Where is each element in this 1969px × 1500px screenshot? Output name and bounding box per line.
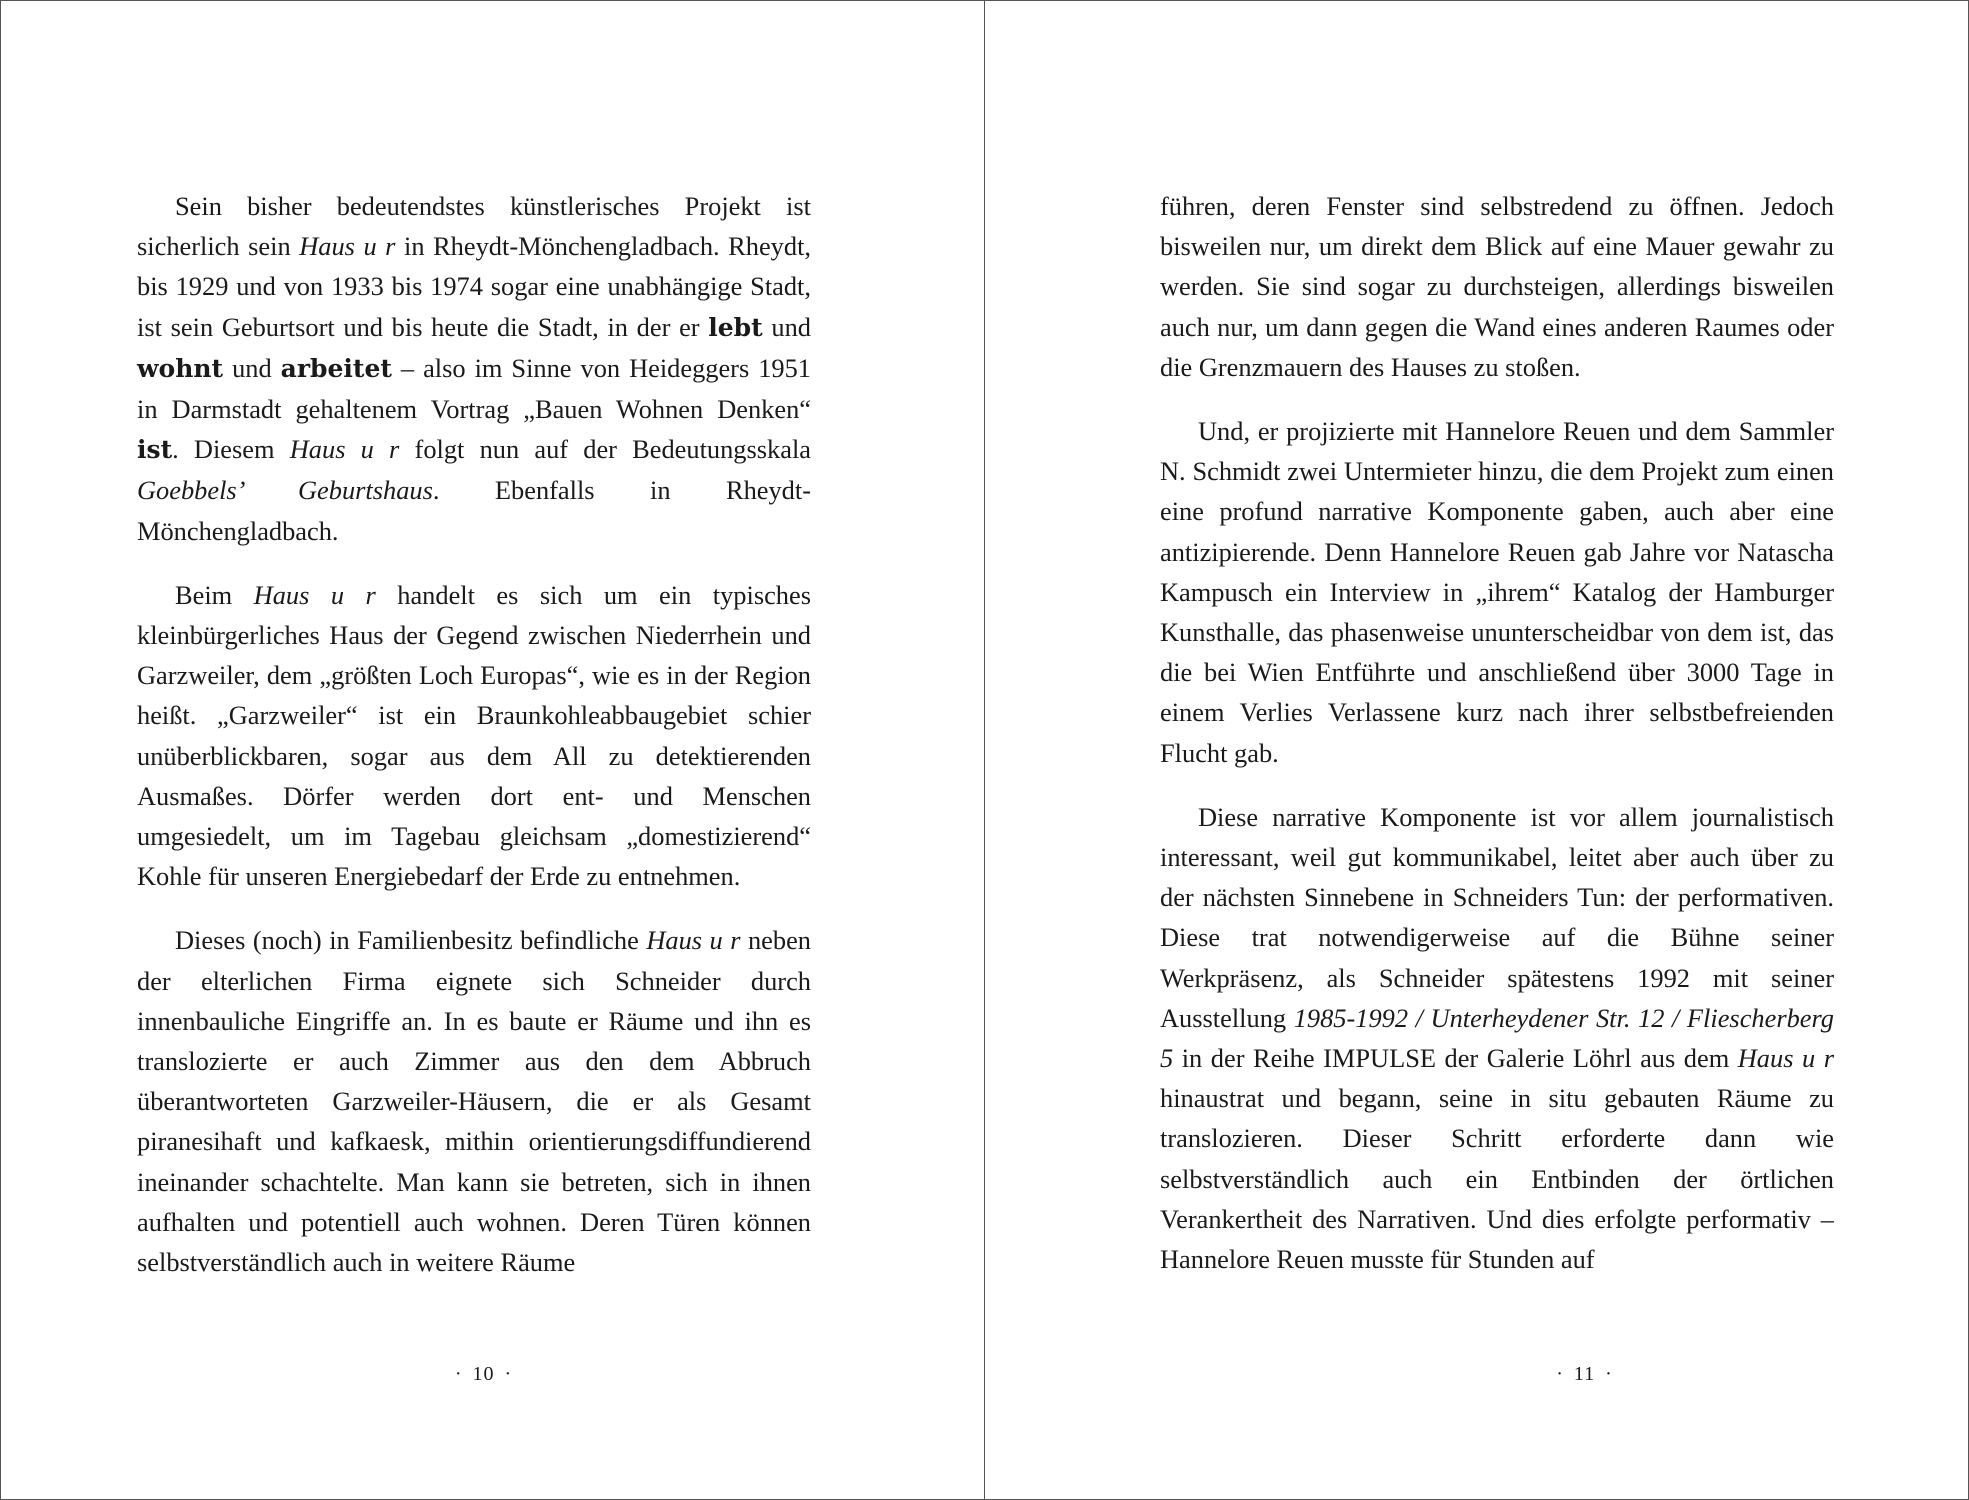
- bold-text: arbeitet: [280, 353, 392, 383]
- left-page-body: [137, 186, 811, 1282]
- paragraph: Dieses (noch) in Familienbesitz befindliche Haus u r neben der elterlichen Firma eignete sich Schneider durch innenbauliche Eingriffe an. In es baute er Räume und ihn es translozierte er auch Zimmer aus den dem Abbruch überantworteten Garzweiler-Häusern, die er als Gesamt piranesihaft und kafkaesk, mithin orientierungsdiffundierend ineinander schachtelte. Man kann sie betreten, sich in ihnen aufhalten und potentiell auch wohnen. Deren Türen können selbstverständlich auch in weitere Räume: [137, 925, 811, 1278]
- right-page: [985, 1, 1968, 1499]
- folio-dot: ·: [454, 1363, 463, 1385]
- folio-dot: ·: [504, 1363, 513, 1385]
- bold-text: lebt: [708, 312, 763, 342]
- paragraph: Sein bisher bedeutendstes künstlerisches Projekt ist sicherlich sein Haus u r in Rheydt-Mönchengladbach. Rheydt, bis 1929 und von 1933 bis 1974 sogar eine unabhängige Stadt, ist sein Geburtsort und bis heute die Stadt, in der er lebt und wohnt und arbeitet – also im Sinne von Heideggers 1951 in Darmstadt gehaltenem Vortrag „Bauen Wohnen Denken“ ist. Diesem Haus u r folgt nun auf der Bedeutungsskala Goebbels’ Geburtshaus. Ebenfalls in Rheydt-Mönchengladbach.: [137, 191, 812, 546]
- bold-text: wohnt: [137, 353, 224, 383]
- bold-text: ist: [137, 435, 173, 465]
- italic-text: Goebbels’ Geburtshaus: [137, 475, 433, 506]
- italic-text: Haus u r: [299, 231, 396, 262]
- paragraph: Und, er projizierte mit Hannelore Reuen und dem Sammler N. Schmidt zwei Untermieter hinzu, die dem Projekt zum einen eine profund narrative Komponente gaben, auch aber eine antizipierende. Denn Hannelore Reuen gab Jahre vor Natascha Kampusch ein Interview in „ihrem“ Katalog der Hamburger Kunsthalle, das phasenweise ununterscheidbar von dem ist, das die bei Wien Entführte und anschließend über 3000 Tage in einem Verlies Verlassene kurz nach ihrer selbstbefreienden Flucht gab.: [1160, 416, 1834, 768]
- page-number: [1093, 1363, 1969, 1386]
- folio-dot: ·: [1556, 1363, 1564, 1385]
- page-number: [0, 1363, 975, 1386]
- folio-dot: ·: [1605, 1363, 1613, 1385]
- paragraph: Diese narrative Komponente ist vor allem journalistisch interessant, weil gut kommunikabel, leitet aber auch über zu der nächsten Sinnebene in Schneiders Tun: der performativen. Diese trat notwendigerweise auf die Bühne seiner Werkpräsenz, als Schneider spätestens 1992 mit seiner Ausstellung 1985-1992 / Unterheydener Str. 12 / Fliescherberg 5 in der Reihe IMPULSE der Galerie Löhrl aus dem Haus u r hinaustrat und begann, seine in situ gebauten Räume zu translozieren. Dieser Schritt erforderte dann wie selbstverständlich auch ein Entbinden der örtlichen Verankertheit des Narrativen. Und dies erfolgte performativ – Hannelore Reuen musste für Stunden auf: [1160, 801, 1834, 1275]
- paragraph: führen, deren Fenster sind selbstredend zu öffnen. Jedoch bisweilen nur, um direkt dem Blick auf eine Mauer gewahr zu werden. Sie sind sogar zu durchsteigen, allerdings bisweilen auch nur, um dann gegen die Wand eines anderen Raumes oder die Grenzmauern des Hauses zu stoßen.: [1160, 191, 1834, 382]
- italic-text: Haus u r: [253, 579, 376, 610]
- italic-text: Haus u r: [646, 925, 741, 956]
- italic-text: Haus u r: [289, 434, 400, 465]
- paragraph: Beim Haus u r handelt es sich um ein typisches kleinbürgerliches Haus der Gegend zwischen Niederrhein und Garzweiler, dem „größten Loch Europas“, wie es in der Region heißt. „Garzweiler“ ist ein Braunkohleabbaugebiet schier unüberblickbaren, sogar aus dem All zu detektierenden Ausmaßes. Dörfer werden dort ent- und Menschen umgesiedelt, um im Tagebau gleichsam „domestizierend“ Kohle für unseren Energiebedarf der Erde zu entnehmen.: [137, 579, 811, 892]
- left-page: [1, 1, 985, 1499]
- italic-text: Haus u r: [1737, 1043, 1834, 1074]
- italic-text: 1985-1992 / Unterheydener Str. 12 / Fliescherberg 5: [1160, 1002, 1834, 1074]
- page-number-value: 10: [472, 1363, 495, 1385]
- right-page-body: [1160, 186, 1834, 1279]
- page-number-value: 11: [1573, 1363, 1596, 1385]
